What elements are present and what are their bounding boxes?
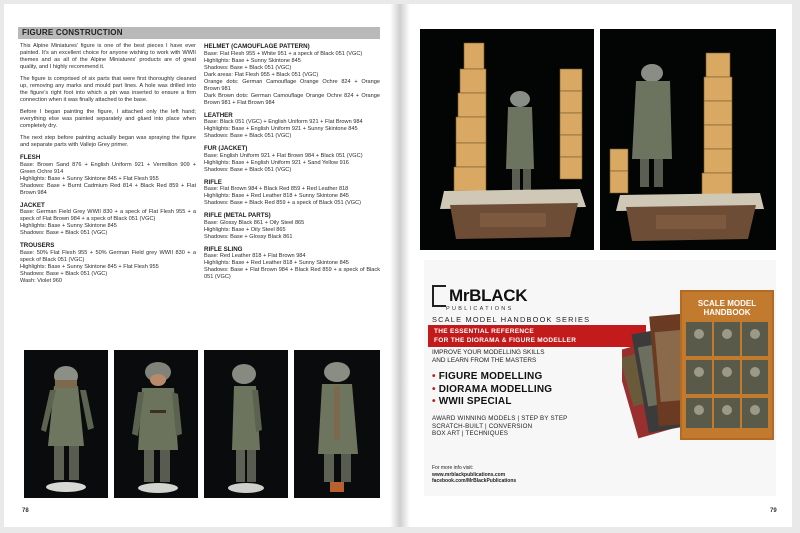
award-line: BOX ART | TECHNIQUES (432, 430, 509, 438)
book-stack-image (622, 270, 776, 460)
text-column-2 (204, 43, 380, 286)
paint-recipe-line: Base: Brown Sand 876 + English Uniform 921 + Vermillion 909 + Green Ochre 914 (20, 161, 196, 175)
paint-recipe-line: Base: Flat Brown 984 + Black Red 859 + Red Leather 818 (204, 186, 349, 192)
mrblack-advertisement (424, 260, 776, 496)
page-gutter (390, 4, 410, 527)
paint-section-title: LEATHER (204, 111, 233, 119)
paint-section (204, 43, 380, 107)
paint-section (204, 212, 380, 241)
paint-recipe-line: Orange dots: German Camouflage Orange Ochre 824 + Orange Brown 981 (204, 78, 380, 92)
paint-section-title: FUR (JACKET) (204, 145, 248, 152)
paint-recipe-line: Shadows: Base + Black 051 (VGC) (204, 166, 292, 173)
paint-section-title: FLESH (20, 154, 41, 161)
paint-recipe-line: Base: Flat Flesh 955 + White 951 + a speck of Black 051 (VGC) (204, 50, 363, 57)
logo-text: MrBLACK (449, 286, 528, 305)
paint-section (20, 202, 196, 238)
paint-recipe-line: Base: Glossy Black 861 + Oily Steel 865 (204, 219, 305, 226)
paint-recipe-line: Dark areas: Flat Flesh 955 + Black 051 (VGC) (204, 71, 319, 78)
photo-figure-three-quarter (114, 350, 198, 498)
paint-section-title: TROUSERS (20, 242, 55, 249)
logo-subtitle: PUBLICATIONS (446, 306, 514, 312)
paint-recipe-line: Shadows: Base + Black 051 (VGC) (20, 230, 108, 236)
paint-section-title: RIFLE (METAL PARTS) (204, 212, 271, 219)
photo-figure-front (24, 350, 108, 498)
paint-recipe-line: Highlights: Base + Sunny Skintone 845 + Flat Flesh 955 (20, 263, 159, 270)
photo-figure-back (294, 350, 380, 498)
paint-section-title: JACKET (20, 201, 45, 209)
intro-paragraph: This Alpine Miniatures’ figure is one of the best pieces I have ever painted. It’s an excellent choice for anyone wishing to work with WWII themes and as all of the Alpine Miniatures’ products are of great quality, and I highly recommend it. (20, 43, 196, 70)
paint-recipe-line: Highlights: Base + Oily Steel 865 (204, 226, 286, 233)
more-info (432, 465, 516, 485)
paint-section-title: RIFLE SLING (204, 245, 243, 253)
paint-recipe-line: Highlights: Base + English Uniform 921 + Sunny Skintone 845 (204, 126, 358, 132)
paint-recipes-col1 (20, 154, 196, 285)
paint-recipe-line: Highlights: Base + Sunny Skintone 845 (20, 223, 117, 229)
logo-bracket-icon (432, 285, 446, 307)
paint-recipe-line: Base: English Uniform 921 + Flat Brown 984 + Black 051 (VGC) (204, 152, 363, 159)
banner-line-1: THE ESSENTIAL REFERENCE (434, 328, 534, 335)
paint-recipes-col2 (204, 43, 380, 281)
paint-recipe-line: Shadows: Base + Glossy Black 861 (204, 233, 293, 240)
paint-recipe-line: Shadows: Base + Black 051 (VGC) (204, 64, 292, 71)
mrblack-logo (432, 284, 527, 308)
photo-diorama-back (600, 29, 776, 250)
paint-recipe-line: Base: German Field Grey WWII 830 + a speck of Flat Flesh 955 + a speck of Flat Brown 984 + a speck of Black 051 (VGC) (20, 209, 196, 222)
photo-figure-side (204, 350, 288, 498)
improve-line-1: IMPROVE YOUR MODELLING SKILLS (432, 349, 545, 356)
intro-paragraph: Before I began painting the figure, I attached only the left hand; everything else was painted separately and glued into place when completely dry. (20, 109, 196, 129)
facebook-link[interactable]: facebook.com/MrBlackPublications (432, 478, 517, 485)
more-info-label: For more info visit: (432, 465, 474, 471)
intro-text (20, 43, 196, 149)
intro-paragraph: The figure is comprised of six parts that were first thoroughly cleaned up, removing any marks and mould part lines. A hole was drilled into the figure’s right foot into which a pin was inserted to ensure a firm connection when it was finally attached to the base. (20, 76, 196, 103)
improve-line-2: AND LEARN FROM THE MASTERS (432, 357, 537, 364)
paint-section (204, 112, 380, 141)
paint-recipe-line: Dark Brown dots: German Camouflage Orange Ochre 824 + Orange Brown 981 + Flat Brown 984 (204, 92, 380, 106)
paint-recipe-line: Wash: Violet 960 (20, 277, 62, 284)
reference-banner (428, 325, 646, 347)
paint-section-title: RIFLE (204, 178, 222, 186)
paint-recipe-line: Base: 50% Flat Flesh 955 + 50% German Field grey WWII 830 + a speck of Black 051 (VGC) (20, 249, 196, 263)
paint-recipe-line: Highlights: Base + Sunny Skintone 845 + Flat Flesh 955 (20, 175, 159, 182)
section-header: FIGURE CONSTRUCTION (18, 27, 380, 39)
paint-recipe-line: Shadows: Base + Burnt Cadmium Red 814 + Black Red 859 + Flat Brown 984 (20, 182, 196, 196)
intro-paragraph: The next step before painting actually began was spraying the figure and separate parts with Vallejo Grey primer. (20, 135, 196, 148)
page-number-left: 78 (22, 508, 29, 514)
bullet-item: • DIORAMA MODELLING (432, 383, 553, 395)
page-number-right: 79 (770, 508, 777, 514)
improve-text (432, 349, 544, 365)
paint-section (20, 242, 196, 285)
photo-diorama-front (420, 29, 594, 250)
bullet-item: • WWII SPECIAL (432, 396, 512, 407)
paint-recipe-line: Base: Red Leather 818 + Flat Brown 984 (204, 253, 306, 259)
paint-recipe-line: Highlights: Base + Sunny Skintone 845 (204, 57, 301, 64)
paint-recipe-line: Base: Black 051 (VGC) + English Uniform 921 + Flat Brown 984 (204, 119, 363, 125)
paint-recipe-line: Highlights: Base + Red Leather 818 + Sunny Skintone 845 (204, 193, 349, 199)
bullet-item: • FIGURE MODELLING (432, 371, 543, 382)
paint-section (204, 179, 380, 208)
series-title: SCALE MODEL HANDBOOK SERIES (432, 315, 591, 324)
banner-line-2: FOR THE DIORAMA & FIGURE MODELLER (434, 337, 577, 344)
paint-recipe-line: Shadows: Base + Black 051 (VGC) (204, 133, 292, 139)
paint-section (204, 246, 380, 282)
paint-section (204, 145, 380, 174)
paint-recipe-line: Highlights: Base + Red Leather 818 + Sunny Skintone 845 (204, 260, 349, 266)
paint-section-title: HELMET (CAMOUFLAGE PATTERN) (204, 43, 310, 50)
paint-section (20, 154, 196, 197)
award-text (432, 415, 567, 438)
topic-bullets (432, 371, 552, 409)
award-line: AWARD WINNING MODELS | STEP BY STEP (432, 415, 568, 422)
paint-recipe-line: Highlights: Base + English Uniform 921 + Sand Yellow 916 (204, 159, 349, 166)
website-link[interactable]: www.mrblackpublications.com (432, 471, 506, 478)
paint-recipe-line: Shadows: Base + Black 051 (VGC) (20, 270, 108, 277)
book-title-2: HANDBOOK (703, 308, 751, 317)
text-column-1 (20, 43, 196, 290)
award-line: SCRATCH-BUILT | CONVERSION (432, 422, 533, 430)
book-title-1: SCALE MODEL (697, 299, 757, 308)
paint-recipe-line: Shadows: Base + Flat Brown 984 + Black Red 859 + a speck of Black 051 (VGC) (204, 267, 380, 280)
paint-recipe-line: Shadows: Base + Black Red 859 + a speck of Black 051 (VGC) (204, 200, 362, 206)
